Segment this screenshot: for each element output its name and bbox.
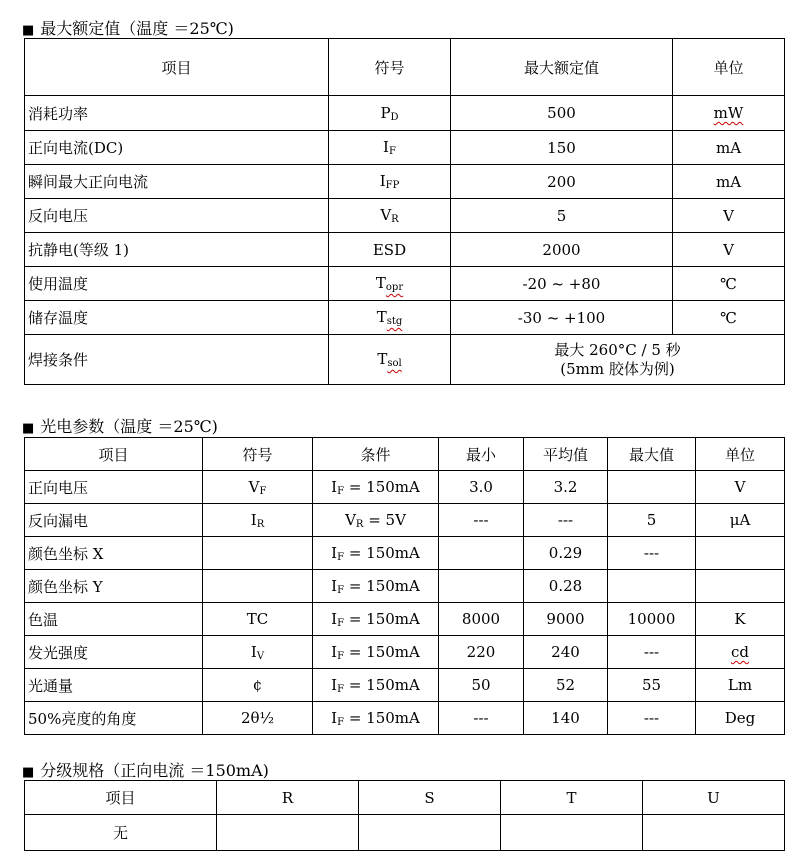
condition-cell: $I_F = 150mA$ xyxy=(313,702,439,735)
min-cell: 3.0 xyxy=(439,471,524,504)
header-item: 项目 xyxy=(25,39,329,96)
table-row xyxy=(25,335,785,385)
table-row xyxy=(25,570,785,603)
min-cell: --- xyxy=(439,504,524,537)
avg-cell: 3.2 xyxy=(524,471,608,504)
value-cell: 5 xyxy=(451,199,673,233)
condition-cell: $I_F = 150mA$ xyxy=(313,537,439,570)
unit-cell: K xyxy=(696,603,785,636)
table-row xyxy=(25,815,785,851)
header-max: 最大值 xyxy=(608,438,696,471)
symbol-cell: 2θ½ xyxy=(203,702,313,735)
unit-cell: Deg xyxy=(696,702,785,735)
table-row xyxy=(25,669,785,702)
max-cell xyxy=(608,570,696,603)
header-item: 项目 xyxy=(25,781,217,815)
min-cell: 50 xyxy=(439,669,524,702)
condition-cell: $I_F = 150mA$ xyxy=(313,669,439,702)
max-cell: --- xyxy=(608,702,696,735)
item-cell: 光通量 xyxy=(25,669,203,702)
unit-cell xyxy=(696,537,785,570)
soldering-condition-cell: 最大 260°C / 5 秒 (5mm 胶体为例) xyxy=(451,335,785,385)
item-cell: 颜色坐标 X xyxy=(25,537,203,570)
avg-cell: 9000 xyxy=(524,603,608,636)
item-cell: 发光强度 xyxy=(25,636,203,669)
item-cell: 正向电流(DC) xyxy=(25,131,329,165)
symbol-cell: $T_{stg}$ xyxy=(329,301,451,335)
symbol-cell: $P_D$ xyxy=(329,96,451,131)
unit-cell: V xyxy=(696,471,785,504)
table-row xyxy=(25,165,785,199)
symbol-cell: ¢ xyxy=(203,669,313,702)
item-cell: 反向电压 xyxy=(25,199,329,233)
value-cell: -30 ~ +100 xyxy=(451,301,673,335)
item-cell: 储存温度 xyxy=(25,301,329,335)
item-cell: 颜色坐标 Y xyxy=(25,570,203,603)
min-cell xyxy=(439,570,524,603)
symbol-cell: $I_V$ xyxy=(203,636,313,669)
max-cell: 5 xyxy=(608,504,696,537)
condition-cell: $V_R = 5V$ xyxy=(313,504,439,537)
avg-cell: 0.29 xyxy=(524,537,608,570)
optoelectronic-params-table xyxy=(24,437,785,735)
header-min: 最小 xyxy=(439,438,524,471)
symbol-cell: $V_F$ xyxy=(203,471,313,504)
symbol-cell xyxy=(203,570,313,603)
unit-cell: Lm xyxy=(696,669,785,702)
table-row xyxy=(25,267,785,301)
unit-cell: μA xyxy=(696,504,785,537)
min-cell: 8000 xyxy=(439,603,524,636)
value-cell: -20 ~ +80 xyxy=(451,267,673,301)
bin-u-cell xyxy=(643,815,785,851)
table-row xyxy=(25,537,785,570)
table-row xyxy=(25,131,785,165)
max-ratings-table xyxy=(24,38,785,385)
value-cell: 500 xyxy=(451,96,673,131)
symbol-cell: $V_R$ xyxy=(329,199,451,233)
condition-cell: $I_F = 150mA$ xyxy=(313,570,439,603)
header-bin-r: R xyxy=(217,781,359,815)
item-cell: 抗静电(等级 1) xyxy=(25,233,329,267)
avg-cell: 0.28 xyxy=(524,570,608,603)
min-cell: --- xyxy=(439,702,524,735)
max-cell: --- xyxy=(608,636,696,669)
table-row xyxy=(25,471,785,504)
item-cell: 正向电压 xyxy=(25,471,203,504)
header-symbol: 符号 xyxy=(203,438,313,471)
unit-cell: cd xyxy=(696,636,785,669)
header-bin-s: S xyxy=(359,781,501,815)
header-bin-u: U xyxy=(643,781,785,815)
table-row xyxy=(25,96,785,131)
unit-cell: mA xyxy=(673,131,785,165)
item-cell: 瞬间最大正向电流 xyxy=(25,165,329,199)
unit-cell: V xyxy=(673,199,785,233)
condition-cell: $I_F = 150mA$ xyxy=(313,636,439,669)
item-cell: 无 xyxy=(25,815,217,851)
unit-cell: mW xyxy=(673,96,785,131)
bin-r-cell xyxy=(217,815,359,851)
item-cell: 焊接条件 xyxy=(25,335,329,385)
header-symbol: 符号 xyxy=(329,39,451,96)
table-header-row xyxy=(25,781,785,815)
symbol-cell: $T_{sol}$ xyxy=(329,335,451,385)
section-3-title: ■ 分级规格（正向电流 ＝150mA) xyxy=(22,761,269,780)
unit-cell: ℃ xyxy=(673,267,785,301)
section-2-title: ■ 光电参数（温度 ＝25℃) xyxy=(22,417,218,436)
min-cell: 220 xyxy=(439,636,524,669)
max-cell xyxy=(608,471,696,504)
avg-cell: 240 xyxy=(524,636,608,669)
table-row xyxy=(25,233,785,267)
condition-cell: $I_F = 150mA$ xyxy=(313,471,439,504)
item-cell: 50%亮度的角度 xyxy=(25,702,203,735)
header-bin-t: T xyxy=(501,781,643,815)
table-row xyxy=(25,301,785,335)
symbol-cell: $T_{opr}$ xyxy=(329,267,451,301)
table-row xyxy=(25,603,785,636)
table-row xyxy=(25,702,785,735)
max-cell: 10000 xyxy=(608,603,696,636)
item-cell: 色温 xyxy=(25,603,203,636)
bin-s-cell xyxy=(359,815,501,851)
binning-spec-table xyxy=(24,780,785,851)
condition-cell: $I_F = 150mA$ xyxy=(313,603,439,636)
header-unit: 单位 xyxy=(673,39,785,96)
value-cell: 200 xyxy=(451,165,673,199)
symbol-cell: $I_F$ xyxy=(329,131,451,165)
header-max-rating: 最大额定值 xyxy=(451,39,673,96)
avg-cell: --- xyxy=(524,504,608,537)
value-cell: 2000 xyxy=(451,233,673,267)
unit-cell xyxy=(696,570,785,603)
section-1-title: ■ 最大额定值（温度 ＝25℃) xyxy=(22,19,234,38)
item-cell: 使用温度 xyxy=(25,267,329,301)
unit-cell: mA xyxy=(673,165,785,199)
max-cell: 55 xyxy=(608,669,696,702)
table-header-row xyxy=(25,39,785,96)
min-cell xyxy=(439,537,524,570)
value-cell: 150 xyxy=(451,131,673,165)
item-cell: 消耗功率 xyxy=(25,96,329,131)
symbol-cell: TC xyxy=(203,603,313,636)
max-cell: --- xyxy=(608,537,696,570)
avg-cell: 52 xyxy=(524,669,608,702)
header-avg: 平均值 xyxy=(524,438,608,471)
table-header-row xyxy=(25,438,785,471)
item-cell: 反向漏电 xyxy=(25,504,203,537)
avg-cell: 140 xyxy=(524,702,608,735)
symbol-cell xyxy=(203,537,313,570)
symbol-cell: ESD xyxy=(329,233,451,267)
unit-cell: ℃ xyxy=(673,301,785,335)
table-row xyxy=(25,199,785,233)
header-item: 项目 xyxy=(25,438,203,471)
symbol-cell: $I_{FP}$ xyxy=(329,165,451,199)
symbol-cell: $I_R$ xyxy=(203,504,313,537)
table-row xyxy=(25,504,785,537)
header-unit: 单位 xyxy=(696,438,785,471)
header-condition: 条件 xyxy=(313,438,439,471)
unit-cell: V xyxy=(673,233,785,267)
bin-t-cell xyxy=(501,815,643,851)
table-row xyxy=(25,636,785,669)
